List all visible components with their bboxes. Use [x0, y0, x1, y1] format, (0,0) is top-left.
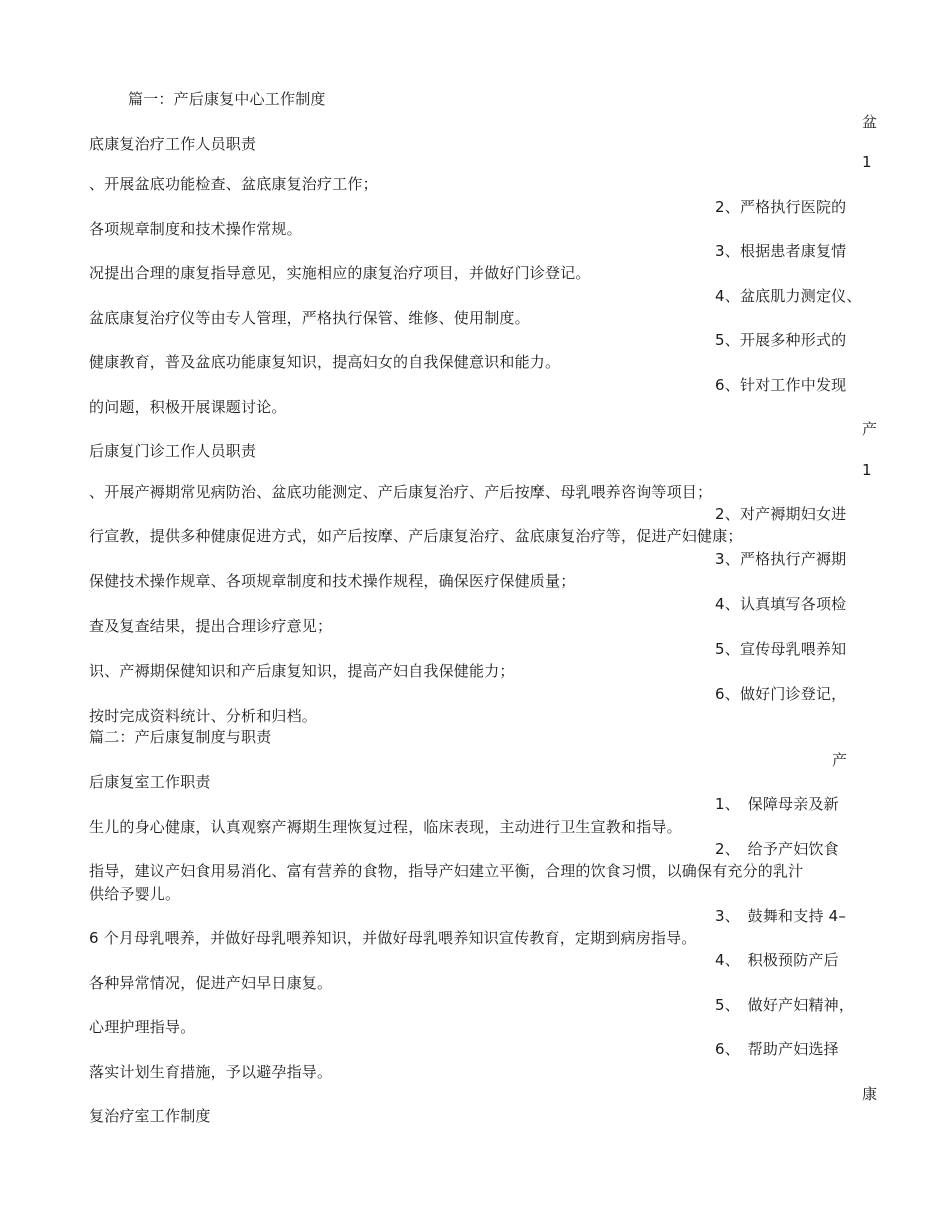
section3-item5-start: 5、 做好产妇精神， — [715, 996, 855, 1014]
section1-item5-text: 健康教育，普及盆底功能康复知识，提高妇女的自我保健意识和能力。 — [89, 353, 561, 371]
section4-title-fragment: 康 — [862, 1085, 878, 1103]
section1-item-number: 1 — [862, 153, 872, 171]
section2-item2-start: 2、对产褥期妇女进 — [715, 505, 847, 523]
section3-item4-text: 各种异常情况，促进产妇早日康复。 — [89, 974, 333, 992]
section1-item3-text: 况提出合理的康复指导意见，实施相应的康复治疗项目，并做好门诊登记。 — [89, 264, 591, 282]
section3-title-fragment: 产 — [832, 751, 848, 769]
section2-title: 后康复门诊工作人员职责 — [89, 442, 257, 460]
section3-item4-start: 4、 积极预防产后 — [715, 951, 839, 969]
section3-item3-start: 3、 鼓舞和支持 4– — [715, 907, 847, 925]
section2-item-number: 1 — [862, 461, 872, 479]
section1-item2-start: 2、严格执行医院的 — [715, 198, 847, 216]
section2-title-fragment: 产 — [862, 420, 878, 438]
section3-item3-text: 6 个月母乳喂养，并做好母乳喂养知识，并做好母乳喂养知识宣传教育，定期到病房指导。 — [89, 929, 697, 947]
section3-item5-text: 心理护理指导。 — [89, 1018, 196, 1036]
section2-item5-start: 5、宣传母乳喂养知 — [715, 640, 847, 658]
section1-item3-start: 3、根据患者康复情 — [715, 242, 847, 260]
section3-item1-start: 1、 保障母亲及新 — [715, 795, 839, 813]
section2-item3-start: 3、严格执行产褥期 — [715, 550, 847, 568]
part2-title: 篇二：产后康复制度与职责 — [89, 728, 272, 746]
section1-item6-start: 6、针对工作中发现 — [715, 376, 847, 394]
section1-item4-text: 盆底康复治疗仪等由专人管理，严格执行保管、维修、使用制度。 — [89, 309, 530, 327]
section1-item2-text: 各项规章制度和技术操作常规。 — [89, 220, 302, 238]
section3-item6-text: 落实计划生育措施，予以避孕指导。 — [89, 1063, 333, 1081]
section3-item1-text: 生儿的身心健康，认真观察产褥期生理恢复过程，临床表现，主动进行卫生宣教和指导。 — [89, 818, 682, 836]
section2-item5-text: 识、产褥期保健知识和产后康复知识，提高产妇自我保健能力； — [89, 662, 515, 680]
section3-title: 后康复室工作职责 — [89, 773, 211, 791]
section3-item2-text: 指导，建议产妇食用易消化、富有营养的食物，指导产妇建立平衡，合理的饮食习惯，以确保有充分的乳汁 — [89, 862, 804, 880]
section1-item4-start: 4、盆底肌力测定仪、 — [715, 287, 862, 305]
part1-title: 篇一：产后康复中心工作制度 — [128, 90, 326, 108]
section3-item2-text-cont: 供给予婴儿。 — [89, 885, 181, 903]
section2-item4-start: 4、认真填写各项检 — [715, 595, 847, 613]
section1-item5-start: 5、开展多种形式的 — [715, 331, 847, 349]
section1-item1-text: 、开展盆底功能检查、盆底康复治疗工作； — [89, 175, 378, 193]
section2-item4-text: 查及复查结果，提出合理诊疗意见； — [89, 617, 333, 635]
section1-title-fragment: 盆 — [862, 113, 878, 131]
section2-item6-text: 按时完成资料统计、分析和归档。 — [89, 707, 318, 725]
section3-item2-start: 2、 给予产妇饮食 — [715, 840, 839, 858]
section2-item2-text: 行宣教，提供多种健康促进方式，如产后按摩、产后康复治疗、盆底康复治疗等，促进产妇健康； — [89, 527, 743, 545]
section2-item3-text: 保健技术操作规章、各项规章制度和技术操作规程，确保医疗保健质量； — [89, 572, 576, 590]
section1-title: 底康复治疗工作人员职责 — [89, 135, 257, 153]
section4-title: 复治疗室工作制度 — [89, 1107, 211, 1125]
section2-item1-text: 、开展产褥期常见病防治、盆底功能测定、产后康复治疗、产后按摩、母乳喂养咨询等项目； — [89, 483, 713, 501]
section1-item6-text: 的问题，积极开展课题讨论。 — [89, 398, 287, 416]
section3-item6-start: 6、 帮助产妇选择 — [715, 1040, 839, 1058]
section2-item6-start: 6、做好门诊登记， — [715, 685, 847, 703]
